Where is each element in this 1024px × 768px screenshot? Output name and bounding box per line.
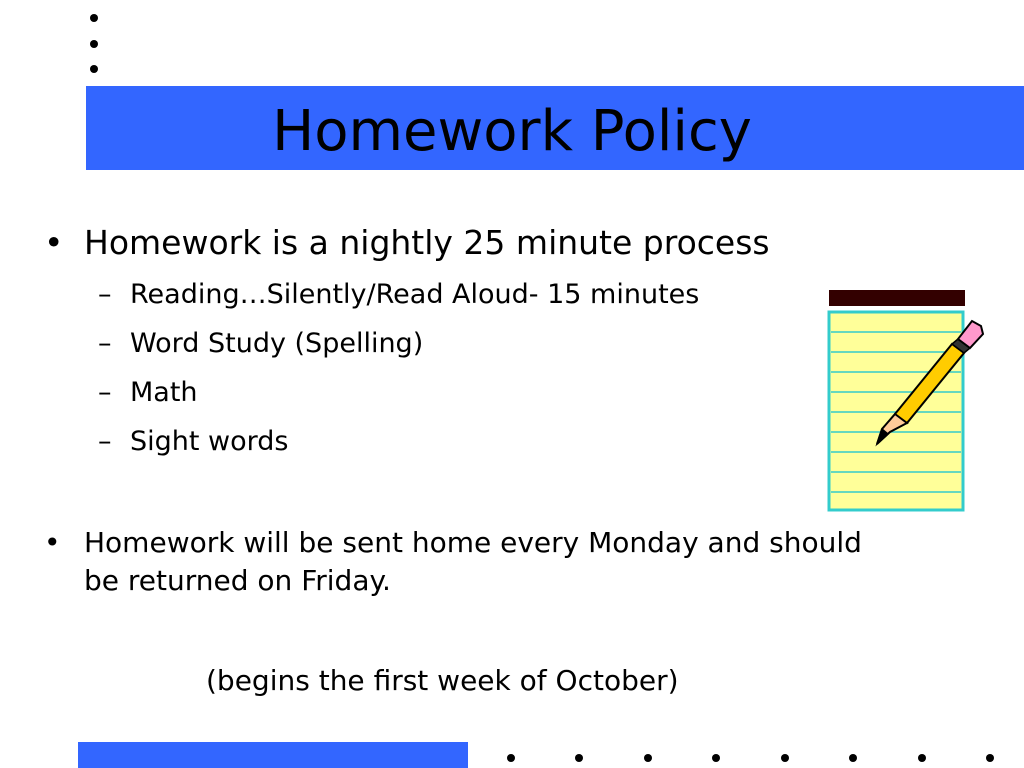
- sub-bullet-text: Math: [130, 377, 198, 408]
- notepad-with-pencil-icon: [822, 286, 1024, 516]
- decor-dot: [712, 754, 720, 762]
- sub-bullet-text: Word Study (Spelling): [130, 328, 424, 359]
- bullet-mark: •: [44, 526, 61, 559]
- dash-mark: –: [98, 377, 112, 408]
- notepad-header: [829, 290, 965, 306]
- decor-dot: [781, 754, 789, 762]
- dash-mark: –: [98, 426, 112, 457]
- decor-dot: [918, 754, 926, 762]
- decor-dot: [575, 754, 583, 762]
- decor-dot: [986, 754, 994, 762]
- dash-mark: –: [98, 279, 112, 310]
- decor-dot: [507, 754, 515, 762]
- decor-dot: [644, 754, 652, 762]
- slide-title-text: Homework Policy: [272, 99, 752, 164]
- note-text: (begins the first week of October): [206, 664, 679, 697]
- dash-mark: –: [98, 328, 112, 359]
- bullet-text: Homework is a nightly 25 minute process: [84, 223, 770, 262]
- bullet-mark: •: [44, 223, 64, 262]
- bullet-text: Homework will be sent home every Monday and should be returned on Friday.: [84, 526, 862, 597]
- decorative-dots-horizontal: [505, 752, 1005, 764]
- decor-dot: [849, 754, 857, 762]
- bottom-accent-bar: [78, 742, 468, 768]
- notepad-paper: [829, 312, 963, 510]
- sub-bullet-text: Reading…Silently/Read Aloud- 15 minutes: [130, 279, 700, 310]
- sub-bullet-text: Sight words: [130, 426, 289, 457]
